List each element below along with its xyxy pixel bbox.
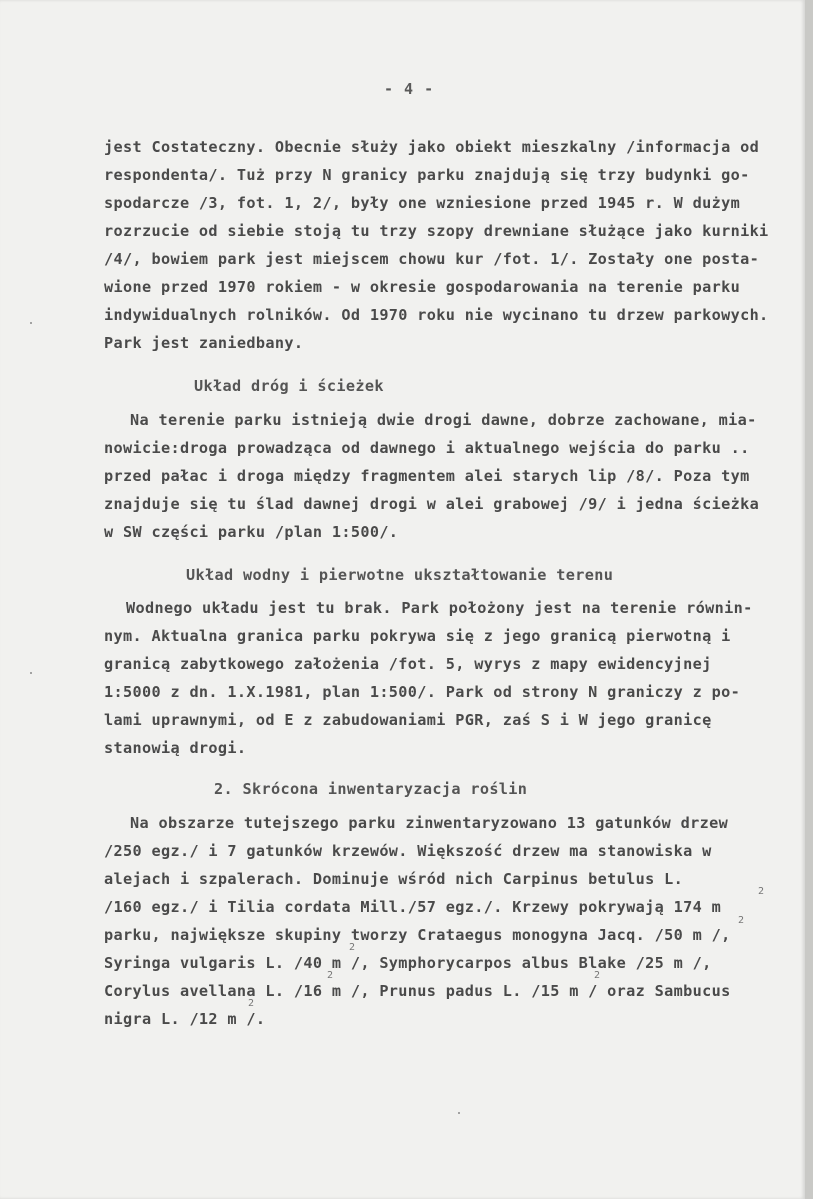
superscript-2: 2 — [327, 970, 334, 981]
text-line: granicą zabytkowego założenia /fot. 5, wyrys z mapy ewidencyjnej — [104, 655, 712, 673]
text-line: Wodnego układu jest tu brak. Park położony jest na terenie równin- — [126, 599, 753, 617]
text-line: respondenta/. Tuż przy N granicy parku znajdują się trzy budynki go- — [104, 166, 750, 184]
section-heading-roads: Układ dróg i ścieżek — [194, 377, 384, 395]
text-line: Park jest zaniedbany. — [104, 334, 304, 352]
paper-speck — [30, 672, 32, 674]
text-line: 1:5000 z dn. 1.X.1981, plan 1:500/. Park od strony N graniczy z po- — [104, 683, 741, 701]
page-edge — [805, 0, 813, 1199]
text-line: rozrzucie od siebie stoją tu trzy szopy drewniane służące jako kurniki — [104, 222, 769, 240]
section-heading-plants: 2. Skrócona inwentaryzacja roślin — [214, 780, 528, 798]
text-line: indywidualnych rolników. Od 1970 roku nie wycinano tu drzew parkowych. — [104, 306, 769, 324]
text-line: Syringa vulgaris L. /40 m /, Symphorycarpos albus Blake /25 m /, — [104, 954, 712, 972]
text-line: przed pałac i droga między fragmentem alei starych lip /8/. Poza tym — [104, 467, 750, 485]
superscript-2: 2 — [758, 886, 765, 897]
text-line: nowicie:droga prowadząca od dawnego i aktualnego wejścia do parku .. — [104, 439, 750, 457]
superscript-2: 2 — [248, 998, 255, 1009]
text-line: alejach i szpalerach. Dominuje wśród nich Carpinus betulus L. — [104, 870, 684, 888]
superscript-2: 2 — [349, 942, 356, 953]
text-line: spodarcze /3, fot. 1, 2/, były one wzniesione przed 1945 r. W dużym — [104, 194, 741, 212]
text-line: Na obszarze tutejszego parku zinwentaryzowano 13 gatunków drzew — [130, 814, 729, 832]
text-line: w SW części parku /plan 1:500/. — [104, 523, 399, 541]
text-line: parku, największe skupiny tworzy Crataegus monogyna Jacq. /50 m /, — [104, 926, 731, 944]
paper-speck — [30, 322, 32, 324]
superscript-2: 2 — [594, 970, 601, 981]
page-number: - 4 - — [384, 80, 435, 98]
text-line: nym. Aktualna granica parku pokrywa się z jego granicą pierwotną i — [104, 627, 731, 645]
paper-speck — [458, 1112, 460, 1114]
text-line: Corylus avellana L. /16 m /, Prunus padus L. /15 m / oraz Sambucus — [104, 982, 731, 1000]
superscript-2: 2 — [738, 915, 745, 926]
text-line: lami uprawnymi, od E z zabudowaniami PGR, zaś S i W jego granicę — [104, 711, 712, 729]
text-line: Na terenie parku istnieją dwie drogi dawne, dobrze zachowane, mia- — [130, 411, 757, 429]
text-line: /160 egz./ i Tilia cordata Mill./57 egz./. Krzewy pokrywają 174 m — [104, 898, 722, 916]
text-line: znajduje się tu ślad dawnej drogi w alei grabowej /9/ i jedna ścieżka — [104, 495, 760, 513]
section-heading-water: Układ wodny i pierwotne ukształtowanie terenu — [186, 566, 614, 584]
text-line: /4/, bowiem park jest miejscem chowu kur /fot. 1/. Zostały one posta- — [104, 250, 760, 268]
text-line: /250 egz./ i 7 gatunków krzewów. Większość drzew ma stanowiska w — [104, 842, 712, 860]
text-line: stanowią drogi. — [104, 739, 247, 757]
text-line: jest Costateczny. Obecnie służy jako obiekt mieszkalny /informacja od — [104, 138, 760, 156]
text-line: nigra L. /12 m /. — [104, 1010, 266, 1028]
text-line: wione przed 1970 rokiem - w okresie gospodarowania na terenie parku — [104, 278, 741, 296]
